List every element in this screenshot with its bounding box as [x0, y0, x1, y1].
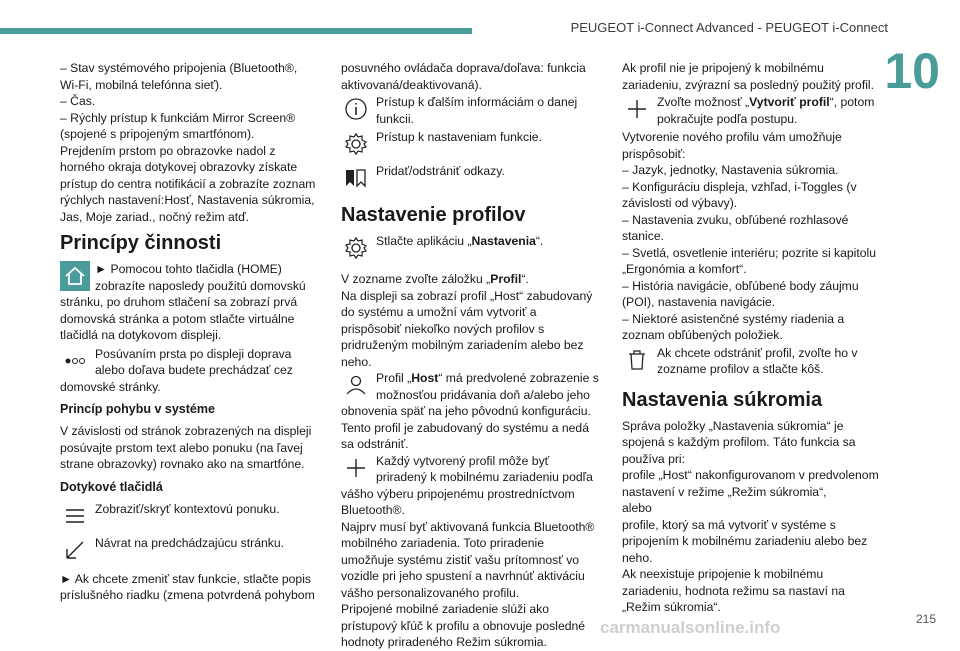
list-item: – Niektoré asistenčné systémy riadenia a zoznam obľúbených položiek. — [622, 311, 845, 342]
back-text: Návrat na predchádzajúcu stránku. — [95, 535, 285, 550]
info-text: Prístup k ďalším informáciám o danej funkcii. — [376, 95, 578, 126]
gear-row — [341, 129, 599, 159]
column-3 — [622, 60, 880, 616]
gear-text: Prístup k nastaveniam funkcie. — [376, 130, 542, 144]
trash-text: Ak chcete odstrániť profil, zvoľte ho v zozname profilov a stlačte kôš. — [657, 345, 858, 376]
paragraph: Prejdením prstom po obrazovke nadol z horného okraja dotykovej obrazovky získate prístup do centra notifikácií a zobrazíte zoznam rýchlych nastavení:Hosť, Nastavenia súkromia, Jas, Moje zariad., nočný režim atď. — [60, 143, 316, 224]
paragraph: alebo — [622, 501, 652, 515]
gear-icon — [341, 233, 371, 263]
create-profile-text: Zvoľte možnosť „Vytvoriť profil“, potom pokračujte podľa postupu. — [657, 95, 875, 126]
flag-row — [341, 163, 599, 193]
paragraph: Najprv musí byť aktivovaná funkcia Bluetooth® mobilného zariadenia. Toto priradenie umožňuje systému zistiť vašu prítomnosť vo vozidle pri jeho spustení a navrhnúť aktiváciu vášho personalizovaného profilu. — [341, 519, 595, 600]
paragraph: ► Ak chcete zmeniť stav funkcie, stlačte popis príslušného riadku (zmena potvrdená pohybom — [60, 571, 315, 602]
paragraph: Pripojené mobilné zariadenie slúži ako prístupový kľúč k profilu a obnovuje posledné hodnoty priradeného Režim súkromia. — [341, 602, 586, 649]
menu-text: Zobraziť/skryť kontextovú ponuku. — [95, 501, 280, 516]
subheading: Princíp pohybu v systéme — [60, 402, 215, 416]
info-row — [341, 94, 599, 127]
header-title: PEUGEOT i-Connect Advanced - PEUGEOT i-Connect — [570, 20, 888, 35]
trash-icon — [622, 345, 652, 375]
list-item: – Rýchly prístup k funkciám Mirror Screen® (spojené s pripojeným smartfónom). — [60, 110, 296, 141]
section-heading: Nastavenie profilov — [341, 204, 526, 226]
column-2 — [341, 60, 599, 651]
plus-text: Každý vytvorený profil môže byť priradený k mobilnému zariadeniu podľa vášho výberu pripojenému prostredníctvom Bluetooth®. — [341, 453, 593, 517]
paragraph: V zozname zvoľte záložku „Profil“. — [341, 272, 529, 286]
dots-block — [60, 346, 318, 396]
plus-block — [341, 453, 599, 519]
paragraph: Na displeji sa zobrazí profil „Host“ zabudovaný do systému a umožní vám vytvoriť a prispôsobiť niekoľko nových profilov s pridruženým mobilným zariadením alebo bez neho. — [341, 288, 593, 369]
create-profile-row — [622, 94, 880, 127]
home-text: ► Pomocou tohto tlačidla (HOME) zobrazíte naposledy použitú domovskú stránku, po druhom stlačení sa zobrazí prvá domovská stránka a potom stlačte virtuálne tlačidlá na dotykovom displeji. — [60, 262, 306, 342]
paragraph: Správa položky „Nastavenia súkromia“ je spojená s každým profilom. Táto funkcia sa používa pri: — [622, 418, 856, 466]
chapter-number: 10 — [884, 43, 940, 99]
watermark: carmanualsonline.info — [600, 618, 781, 637]
list-item: – Konfiguráciu displeja, vzhľad, i-Toggles (v závislosti od výbavy). — [622, 179, 857, 210]
list-item: – Stav systémového pripojenia (Bluetooth®, Wi-Fi, mobilná telefónna sieť). — [60, 61, 298, 92]
info-icon — [341, 94, 371, 124]
settings-app-text: Stlačte aplikáciu „Nastavenia“. — [376, 234, 544, 248]
list-item: – Jazyk, jednotky, Nastavenia súkromia. — [622, 163, 839, 177]
paragraph: posuvného ovládača doprava/doľava: funkcia aktivovaná/deaktivovaná). — [341, 61, 586, 92]
header-bar — [0, 28, 472, 34]
paragraph: Ak neexistuje pripojenie k mobilnému zariadeniu, hodnota režimu sa nastaví na „Režim súkromia“. — [622, 567, 845, 614]
list-item: – Svetlá, osvetlenie interiéru; pozrite si kapitolu „Ergonómia a komfort“. — [622, 245, 877, 276]
user-block — [341, 370, 599, 420]
flag-text: Pridať/odstrániť odkazy. — [376, 164, 505, 178]
paragraph: Vytvorenie nového profilu vám umožňuje prispôsobiť: — [622, 130, 842, 161]
page-number: 215 — [915, 612, 936, 626]
shortcut-flags-icon — [341, 163, 371, 193]
menu-row — [60, 501, 318, 531]
column-1 — [60, 60, 318, 604]
home-icon — [60, 261, 90, 291]
back-arrow-icon — [60, 535, 90, 565]
page-dots-icon — [60, 346, 90, 376]
gear-icon — [341, 129, 371, 159]
paragraph: profile, ktorý sa má vytvoriť v systéme s pripojením k mobilnému zariadeniu alebo bez neho. — [622, 517, 868, 565]
list-item: – História navigácie, obľúbené body záujmu (POI), nastavenia navigácie. — [622, 278, 859, 309]
section-heading: Nastavenia súkromia — [622, 388, 823, 411]
back-row — [60, 535, 318, 565]
paragraph: profile „Host“ nakonfigurovanom v predvolenom nastavení v režime „Režim súkromia“, — [622, 468, 879, 499]
home-block — [60, 261, 318, 344]
paragraph: Tento profil je zabudovaný do systému a nedá sa odstrániť. — [341, 420, 589, 451]
menu-icon — [60, 501, 90, 531]
paragraph: Ak profil nie je pripojený k mobilnému zariadeniu, zvýrazní sa posledný použitý profil. — [622, 61, 875, 92]
list-item: – Nastavenia zvuku, obľúbené rozhlasové stanice. — [622, 212, 849, 243]
plus-icon — [341, 453, 371, 483]
section-heading: Princípy činnosti — [60, 232, 222, 254]
trash-row — [622, 345, 880, 378]
dots-text: Posúvaním prsta po displeji doprava alebo doľava budete prechádzať cez domovské stránky. — [60, 346, 293, 394]
user-icon — [341, 370, 371, 400]
paragraph: V závislosti od stránok zobrazených na displeji posúvajte prstom text alebo ponuku (na ľavej strane obrazovky) rovnako ako na smartfóne. — [60, 424, 312, 471]
user-text: Profil „Host“ má predvolené zobrazenie s možnosťou pridávania doň a/alebo jeho obnovenia späť na jeho pôvodnú konfiguráciu. — [341, 371, 599, 418]
list-item: – Čas. — [60, 94, 96, 108]
settings-app-row — [341, 233, 599, 263]
subheading: Dotykové tlačidlá — [60, 479, 163, 494]
plus-icon — [622, 94, 652, 124]
